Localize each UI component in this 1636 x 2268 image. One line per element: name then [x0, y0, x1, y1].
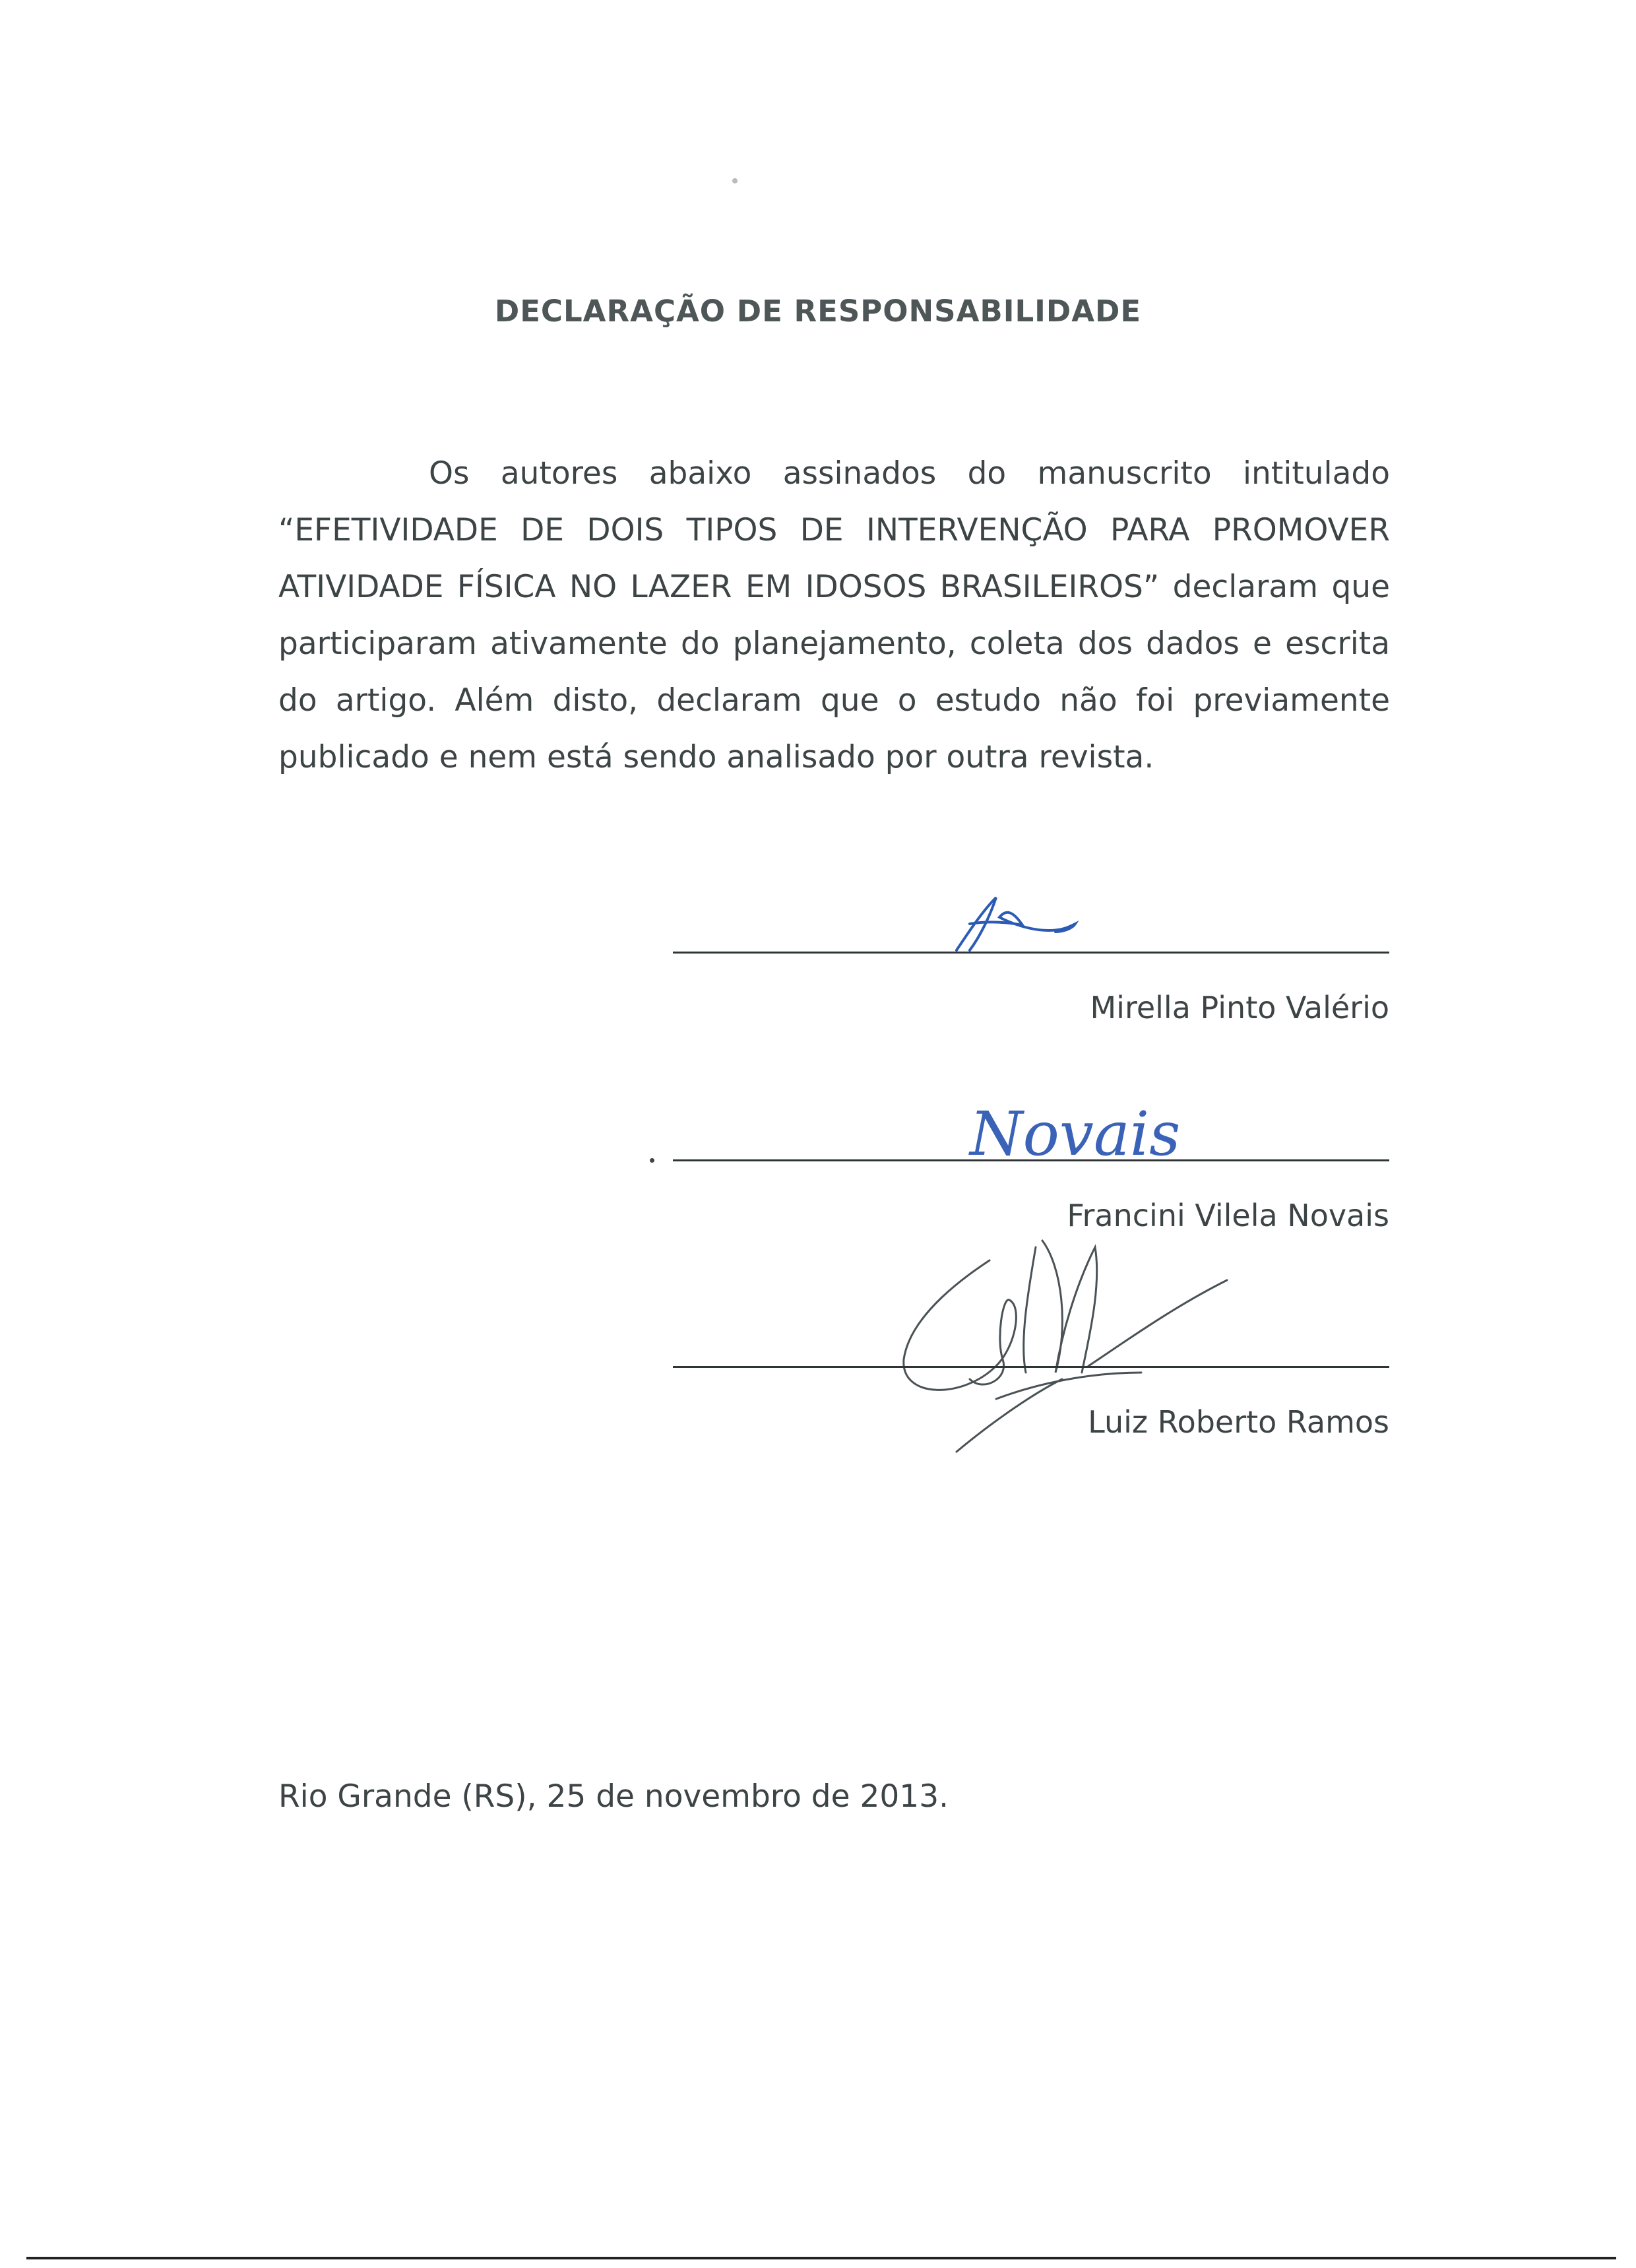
document-title: DECLARAÇÃO DE RESPONSABILIDADE: [494, 294, 1142, 329]
signatory-name-2: Francini Vilela Novais: [1067, 1198, 1389, 1233]
signature-line-3: [673, 1366, 1389, 1368]
signature-line-1: [673, 952, 1389, 954]
scan-speck: [650, 1158, 654, 1163]
signature-novais: [963, 1062, 1181, 1175]
bottom-rule: [26, 2257, 1616, 2259]
signatory-name-3: Luiz Roberto Ramos: [1088, 1404, 1389, 1440]
place-and-date: Rio Grande (RS), 25 de novembro de 2013.: [278, 1778, 949, 1815]
declaration-paragraph: Os autores abaixo assinados do manuscrito intitulado “EFETIVIDADE DE DOIS TIPOS DE INTERVENÇÃO PARA PROMOVER ATIVIDADE FÍSICA NO LAZER EM IDOSOS BRASILEIROS” declaram que participaram ativamente do planejamento, coleta dos dados e escrita do artigo. Além disto, declaram que o estudo não foi previamente publicado e nem está sendo analisado por outra revista.: [278, 455, 1390, 775]
scan-speck: [732, 178, 738, 183]
signature-line-2: [673, 1159, 1389, 1161]
signature-novais-text: Novais: [970, 1099, 1181, 1169]
signatory-name-1: Mirella Pinto Valério: [1090, 990, 1389, 1025]
